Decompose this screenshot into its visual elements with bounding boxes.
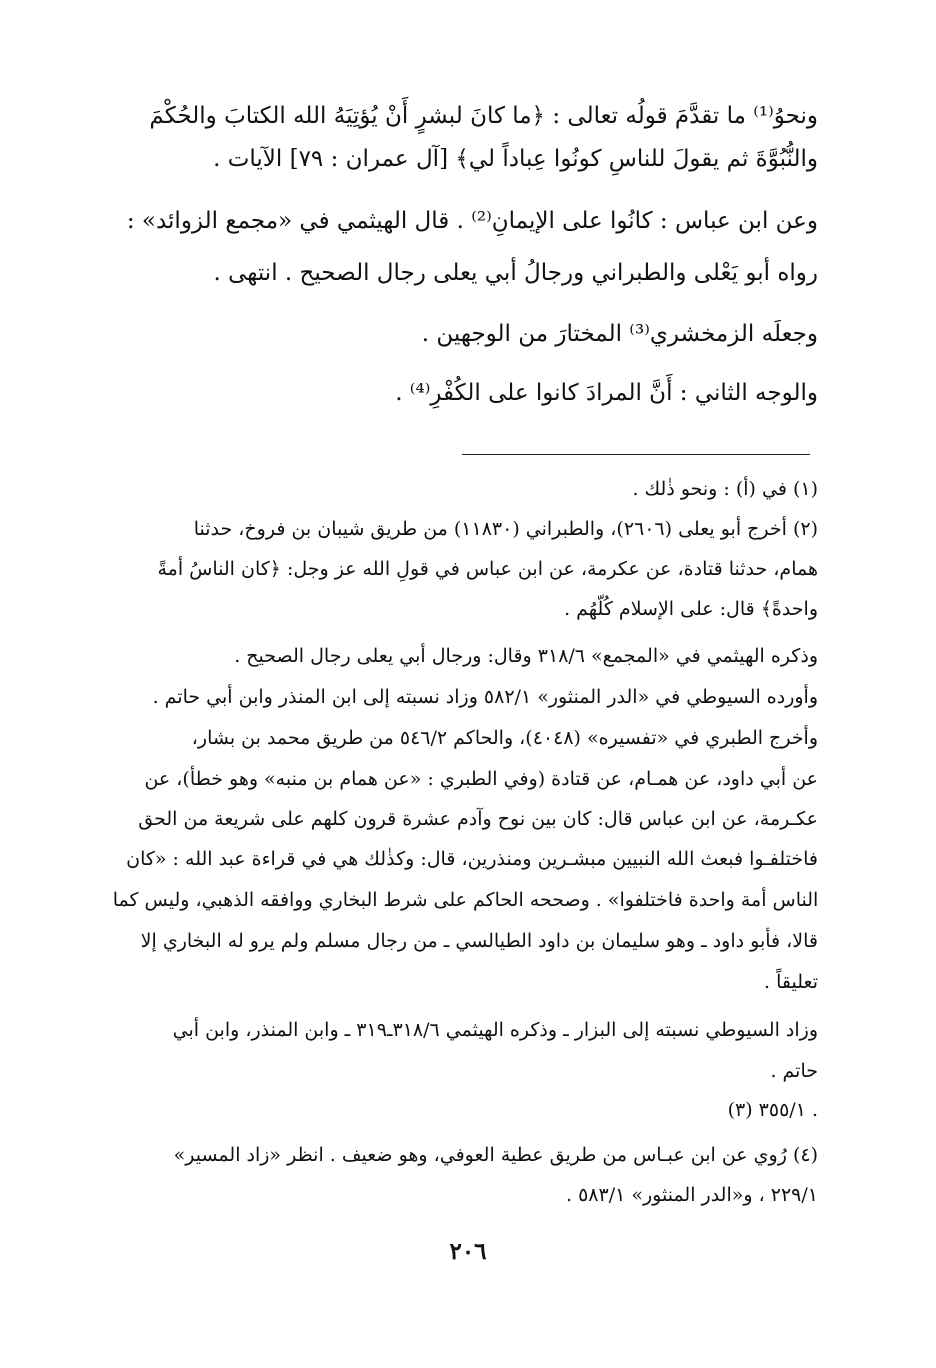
footnote-line: الناس أمة واحدة فاختلفوا» . وصححه الحاكم على شرط البخاري ووافقه الذهبي، وليس كما (112, 889, 818, 911)
footnote-line: وأورده السيوطي في «الدر المنثور» ٥٨٢/١ وزاد نسبته إلى ابن المنذر وابن أبي حاتم . (152, 686, 818, 708)
footnote-line: واحدةً﴾ قال: على الإسلام كُلّهُم . (564, 598, 818, 620)
main-line: وعن ابن عباس : كانُوا على الإيمانِ⁽²⁾ . قال الهيثمي في «مجمع الزوائد» : (126, 208, 818, 234)
footnote-line: همام، حدثنا قتادة، عن عكرمة، عن ابن عباس في قولِ الله عز وجل: ﴿كان الناسُ أمةً (157, 558, 818, 580)
footnote-line: وأخرج الطبري في «تفسيره» (٤٠٤٨)، والحاكم ٥٤٦/٢ من طريق محمد بن بشار، (191, 727, 818, 749)
footnote-line: تعليقاً . (764, 971, 818, 993)
footnote-line: عن أبي داود، عن همـام، عن قتادة (وفي الطبري : «عن همام بن منبه» وهو خطأ)، عن (144, 768, 818, 790)
footnote-line: (٤) رُوي عن ابن عبـاس من طريق عطية العوفي، وهو ضعيف . انظر «زاد المسير» (173, 1144, 818, 1166)
footnote-line: ٢٢٩/١ ، و«الدر المنثور» ٥٨٣/١ . (565, 1184, 818, 1206)
footnote-line: قالا، فأبو داود ـ وهو سليمان بن داود الطيالسي ـ من رجال مسلم ولم يرو له البخاري إلا (140, 930, 818, 952)
main-line: ونحوُ⁽¹⁾ ما تقدَّمَ قولُه تعالى : ﴿ما كانَ لبشرٍ أَنْ يُؤتِيَهُ الله الكتابَ والحُكْمَ (149, 103, 818, 129)
footnote-line: وذكره الهيثمي في «المجمع» ٣١٨/٦ وقال: ورجال أبي يعلى رجال الصحيح . (234, 645, 818, 667)
footnote-line: وزاد السيوطي نسبته إلى البزار ـ وذكره الهيثمي ٣١٨/٦ـ٣١٩ ـ وابن المنذر، وابن أبي (172, 1019, 818, 1041)
main-line: والنُّبُوَّةَ ثم يقولَ للناسِ كونُوا عِباداً لي﴾ [آل عمران : ٧٩] الآيات . (213, 146, 818, 172)
main-line: والوجه الثاني : أَنَّ المرادَ كانوا على الكُفْرِ⁽⁴⁾ . (395, 380, 818, 406)
main-line: رواه أبو يَعْلى والطبراني ورجالُ أبي يعلى رجال الصحيح . انتهى . (213, 260, 818, 286)
footnote-line: فاختلفـوا فبعث الله النبيين مبشـرين ومنذرين، قال: وكذٰلك هي في قراءة عبد الله : «كان (126, 848, 818, 870)
footnote-line: (٣) ٣٥٥/١ . (727, 1099, 818, 1121)
footnote-separator (462, 454, 810, 455)
main-line: وجعلَه الزمخشري⁽³⁾ المختارَ من الوجهين . (421, 321, 818, 347)
footnote-line: حاتم . (770, 1060, 818, 1082)
footnote-line: عكـرمة، عن ابن عباس قال: كان بين نوح وآدم عشرة قرون كلهم على شريعة من الحق (138, 808, 818, 830)
page-number: ٢٠٦ (449, 1238, 487, 1265)
footnote-line: (٢) أخرج أبو يعلى (٢٦٠٦)، والطبراني (١١٨٣٠) من طريق شيبان بن فروخ، حدثنا (193, 518, 818, 540)
footnote-line: (١) في (أ) : ونحو ذٰلك . (632, 478, 818, 500)
